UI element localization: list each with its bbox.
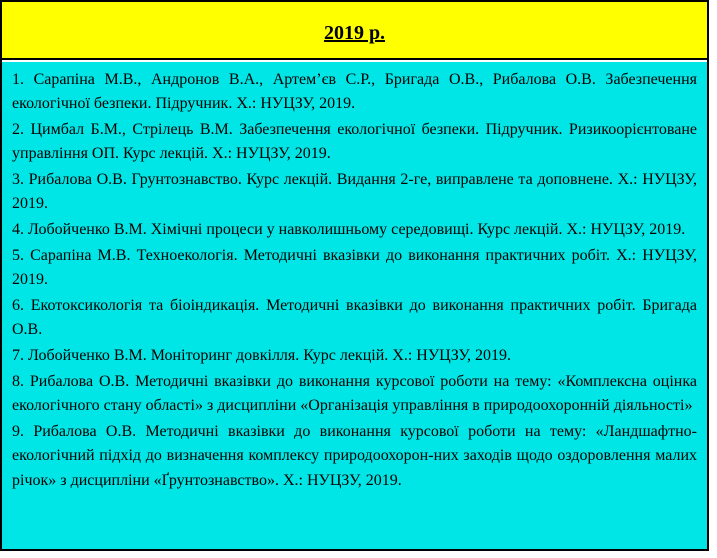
reference-item-4: 4. Лобойченко В.М. Хімічні процеси у навколишньому середовищі. Курс лекцій. Х.: НУЦЗУ, 2019. — [12, 221, 686, 239]
reference-list — [2, 62, 707, 549]
year-title: 2019 р. — [323, 21, 386, 44]
reference-item-3: 3. Рибалова О.В. Грунтознавство. Курс лекцій. Видання 2-ге, виправлене та доповнене. Х.: НУЦЗУ, 2019. — [12, 171, 697, 213]
reference-item-9: 9. Рибалова О.В. Методичні вказівки до виконання курсової роботи на тему: «Ландшафтно-екологічний підхід до визначення комплексу природоохорон-них заходів щодо оздоровлення малих річок» з дисципліни «Ґрунтознавство». Х.: НУЦЗУ, 2019. — [12, 423, 697, 489]
reference-item-5: 5. Сарапіна М.В. Техноекологія. Методичні вказівки до виконання практичних робіт. Х.: НУЦЗУ, 2019. — [12, 247, 697, 289]
reference-item-6: 6. Екотоксикологія та біоіндикація. Методичні вказівки до виконання практичних робіт. Бригада О.В. — [12, 297, 697, 339]
reference-item-1: 1. Сарапіна М.В., Андронов В.А., Артем’єв С.Р., Бригада О.В., Рибалова О.В. Забезпечення екологічної безпеки. Підручник. Х.: НУЦЗУ, 2019. — [12, 71, 697, 113]
reference-item-8: 8. Рибалова О.В. Методичні вказівки до виконання курсової роботи на тему: «Комплексна оцінка екологічного стану області» з дисципліни «Організація управління в природоохоронній діяльності» — [12, 373, 697, 415]
header-bar — [2, 2, 707, 60]
reference-item-2: 2. Цимбал Б.М., Стрілець В.М. Забезпечення екологічної безпеки. Підручник. Ризикоорієнтоване управління ОП. Курс лекцій. Х.: НУЦЗУ, 2019. — [12, 121, 697, 163]
reference-item-7: 7. Лобойченко В.М. Моніторинг довкілля. Курс лекцій. Х.: НУЦЗУ, 2019. — [12, 347, 512, 365]
